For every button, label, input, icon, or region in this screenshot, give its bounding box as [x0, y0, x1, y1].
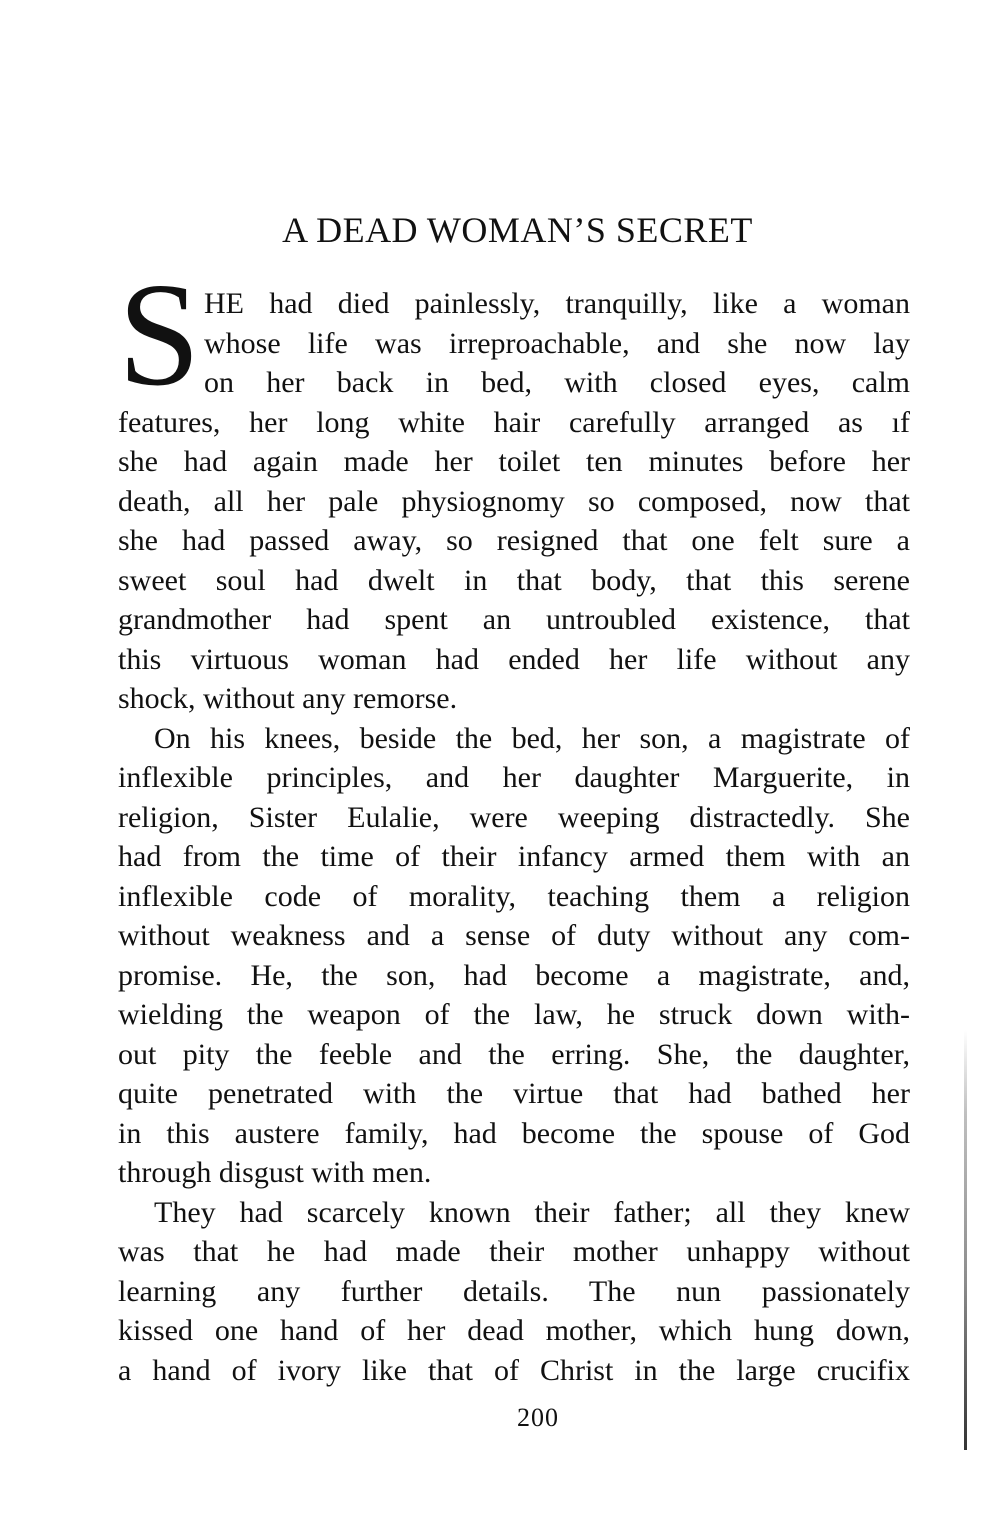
text-line: inflexible code of morality, teaching them a religion	[118, 879, 910, 913]
text-line: kissed one hand of her dead mother, which hung down,	[118, 1314, 910, 1347]
text-line: she had passed away, so resigned that one felt sure a	[118, 524, 910, 557]
text-line: On his knees, beside the bed, her son, a magistrate of	[154, 721, 910, 755]
text-line: a hand of ivory like that of Christ in the large crucifix	[118, 1353, 910, 1387]
text-line: on her back in bed, with closed eyes, calm	[204, 366, 910, 399]
page-number: 200	[517, 1403, 559, 1432]
text-line: was that he had made their mother unhappy without	[118, 1235, 910, 1268]
text-line: HE had died painlessly, tranquilly, like a woman	[204, 287, 910, 320]
text-line: whose life was irreproachable, and she now lay	[204, 326, 910, 360]
text-line: grandmother had spent an untroubled existence, that	[118, 603, 910, 636]
text-line: had from the time of their infancy armed them with an	[118, 840, 910, 873]
text-line: learning any further details. The nun passionately	[118, 1274, 910, 1308]
text-line: she had again made her toilet ten minutes before her	[118, 445, 910, 478]
scan-edge-line	[964, 1030, 967, 1450]
text-line: death, all her pale physiognomy so composed, now that	[118, 484, 910, 518]
drop-cap: S	[118, 253, 201, 417]
text-line: quite penetrated with the virtue that had bathed her	[118, 1077, 910, 1110]
text-line: this virtuous woman had ended her life without any	[118, 642, 910, 676]
text-line: They had scarcely known their father; all they knew	[154, 1195, 910, 1229]
chapter-title: A DEAD WOMAN’S SECRET	[282, 210, 753, 250]
text-line: out pity the feeble and the erring. She, the daughter,	[118, 1037, 910, 1071]
text-line: through disgust with men.	[118, 1156, 432, 1189]
text-line: inflexible principles, and her daughter Marguerite, in	[118, 761, 910, 794]
body-text	[118, 284, 910, 1390]
text-line: shock, without any remorse.	[118, 682, 458, 715]
text-line: without weakness and a sense of duty without any com-	[118, 919, 910, 952]
text-line: wielding the weapon of the law, he struck down with-	[118, 998, 910, 1031]
text-line: promise. He, the son, had become a magistrate, and,	[118, 958, 910, 992]
text-line: sweet soul had dwelt in that body, that this serene	[118, 563, 910, 597]
text-line: features, her long white hair carefully arranged as ıf	[118, 405, 910, 439]
text-line: religion, Sister Eulalie, were weeping distractedly. She	[118, 800, 910, 834]
text-line: in this austere family, had become the spouse of God	[118, 1116, 910, 1150]
